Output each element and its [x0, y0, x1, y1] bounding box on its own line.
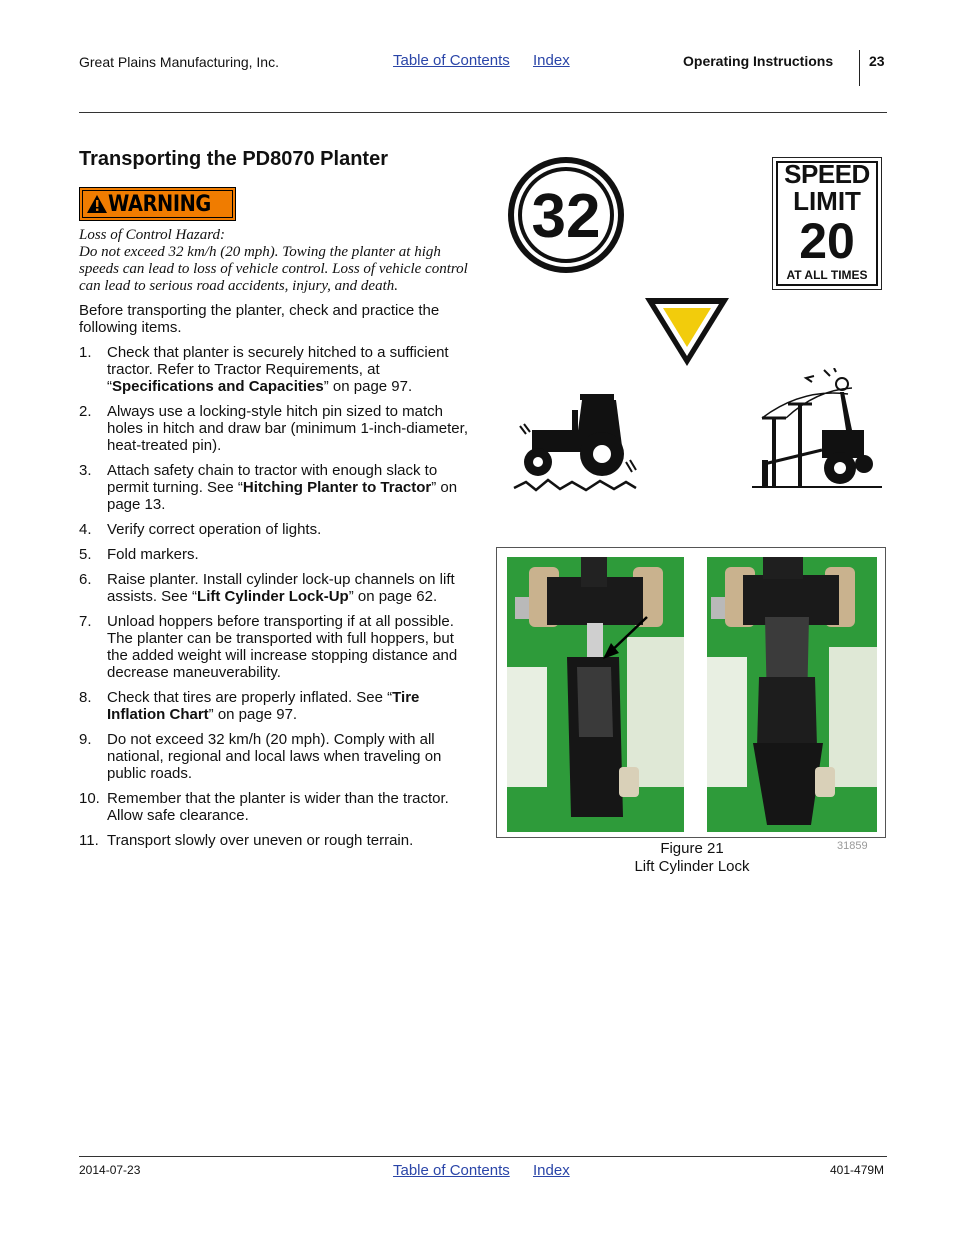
- footer-index-link[interactable]: Index: [533, 1162, 570, 1179]
- speed-32-sign-text: 32: [531, 182, 601, 251]
- yield-triangle-icon: [643, 296, 731, 368]
- step-reference: Specifications and Capacities: [112, 378, 324, 395]
- header-rule: [79, 112, 887, 113]
- step-text: Unload hoppers before transporting if at all possible. The planter can be transported with full hoppers, but the added weight will increase stopping distance and decrease maneuverability.: [107, 613, 458, 681]
- lift-cylinder-photo-locked: [507, 557, 684, 832]
- list-item: [79, 731, 471, 782]
- step-text: Fold markers.: [107, 546, 199, 563]
- step-number: 6.: [79, 571, 92, 588]
- step-text: Check that tires are properly inflated. See “: [107, 689, 393, 706]
- step-number: 5.: [79, 546, 92, 563]
- lift-cylinder-photo-channel: [707, 557, 877, 832]
- list-item: [79, 344, 471, 395]
- step-text: Attach safety chain to tractor with enough slack to permit turning. See “: [107, 462, 438, 496]
- speed-limit-value: 20: [799, 213, 855, 269]
- section-title: Operating Instructions: [683, 53, 834, 69]
- speed-limit-line1: SPEED: [784, 159, 870, 189]
- step-number: 11.: [79, 832, 99, 849]
- footer-rule: [79, 1156, 887, 1157]
- header-index-link[interactable]: Index: [533, 52, 570, 69]
- step-text: Check that planter is securely hitched to a sufficient tractor. Refer to Tractor Requirements, at “: [107, 344, 449, 395]
- step-reference: Lift Cylinder Lock-Up: [197, 588, 349, 605]
- header-toc-link[interactable]: Table of Contents: [393, 52, 510, 69]
- step-reference: Hitching Planter to Tractor: [242, 479, 432, 496]
- hazard-title: Loss of Control Hazard:: [79, 227, 226, 243]
- warning-label: [79, 187, 236, 221]
- step-text: Transport slowly over uneven or rough terrain.: [107, 832, 414, 849]
- list-item: [79, 462, 471, 513]
- step-number: 2.: [79, 403, 92, 420]
- step-text-suffix: ” on page 97.: [208, 706, 298, 723]
- step-text-suffix: ” on page 13.: [107, 479, 458, 513]
- page-title: Transporting the PD8070 Planter: [79, 148, 388, 170]
- step-text: Verify correct operation of lights.: [107, 521, 322, 538]
- transport-steps-list: [79, 344, 471, 857]
- list-item: [79, 403, 471, 454]
- footer-doc-number: 401-479M: [830, 1163, 885, 1177]
- speed-32-sign: [506, 156, 626, 274]
- speed-limit-line3: AT ALL TIMES: [786, 268, 868, 282]
- list-item: [79, 571, 471, 605]
- speed-limit-sign: [772, 157, 882, 290]
- alert-triangle-icon: [86, 194, 108, 214]
- list-item: [79, 613, 471, 681]
- step-text-suffix: ” on page 62.: [348, 588, 438, 605]
- figure-title: Lift Cylinder Lock: [634, 858, 750, 875]
- page-number: 23: [869, 53, 885, 69]
- step-text: Raise planter. Install cylinder lock-up channels on lift assists. See “: [107, 571, 455, 605]
- figure-caption: [600, 840, 784, 876]
- step-number: 3.: [79, 462, 92, 479]
- list-item: [79, 689, 471, 723]
- speed-limit-line2: LIMIT: [793, 186, 861, 216]
- hazard-text: Do not exceed 32 km/h (20 mph). Towing the planter at high speeds can lead to loss of vehicle control. Loss of vehicle control can lead to serious road accidents, injury, and death.: [79, 244, 468, 294]
- figure-part-number: 31859: [837, 840, 868, 852]
- figure-frame: [496, 547, 886, 838]
- step-number: 7.: [79, 613, 92, 630]
- list-item: [79, 832, 471, 849]
- list-item: [79, 546, 471, 563]
- step-text: Always use a locking-style hitch pin sized to match holes in hitch and draw bar (minimum 1-inch-diameter, heat-treated pin).: [107, 403, 468, 454]
- hazard-message: [79, 227, 469, 295]
- intro-paragraph: Before transporting the planter, check and practice the following items.: [79, 302, 440, 336]
- step-number: 4.: [79, 521, 92, 538]
- step-text: Do not exceed 32 km/h (20 mph). Comply with all national, regional and local laws when traveling on public roads.: [107, 731, 442, 782]
- step-number: 9.: [79, 731, 92, 748]
- header-divider: [859, 50, 860, 86]
- step-reference: Tire Inflation Chart: [107, 689, 420, 723]
- footer-toc-link[interactable]: Table of Contents: [393, 1162, 510, 1179]
- step-text: Remember that the planter is wider than the tractor. Allow safe clearance.: [107, 790, 449, 824]
- step-number: 8.: [79, 689, 92, 706]
- step-text-suffix: ” on page 97.: [323, 378, 413, 395]
- power-line-hazard-icon: [752, 368, 884, 490]
- figure-number: Figure 21: [660, 840, 724, 857]
- company-name: Great Plains Manufacturing, Inc.: [79, 54, 279, 70]
- warning-label-text: WARNING: [108, 191, 211, 217]
- step-number: 10.: [79, 790, 100, 807]
- step-number: 1.: [79, 344, 92, 361]
- tractor-rough-terrain-icon: [512, 390, 638, 496]
- list-item: [79, 521, 471, 538]
- footer-date: 2014-07-23: [79, 1163, 141, 1177]
- list-item: [79, 790, 471, 824]
